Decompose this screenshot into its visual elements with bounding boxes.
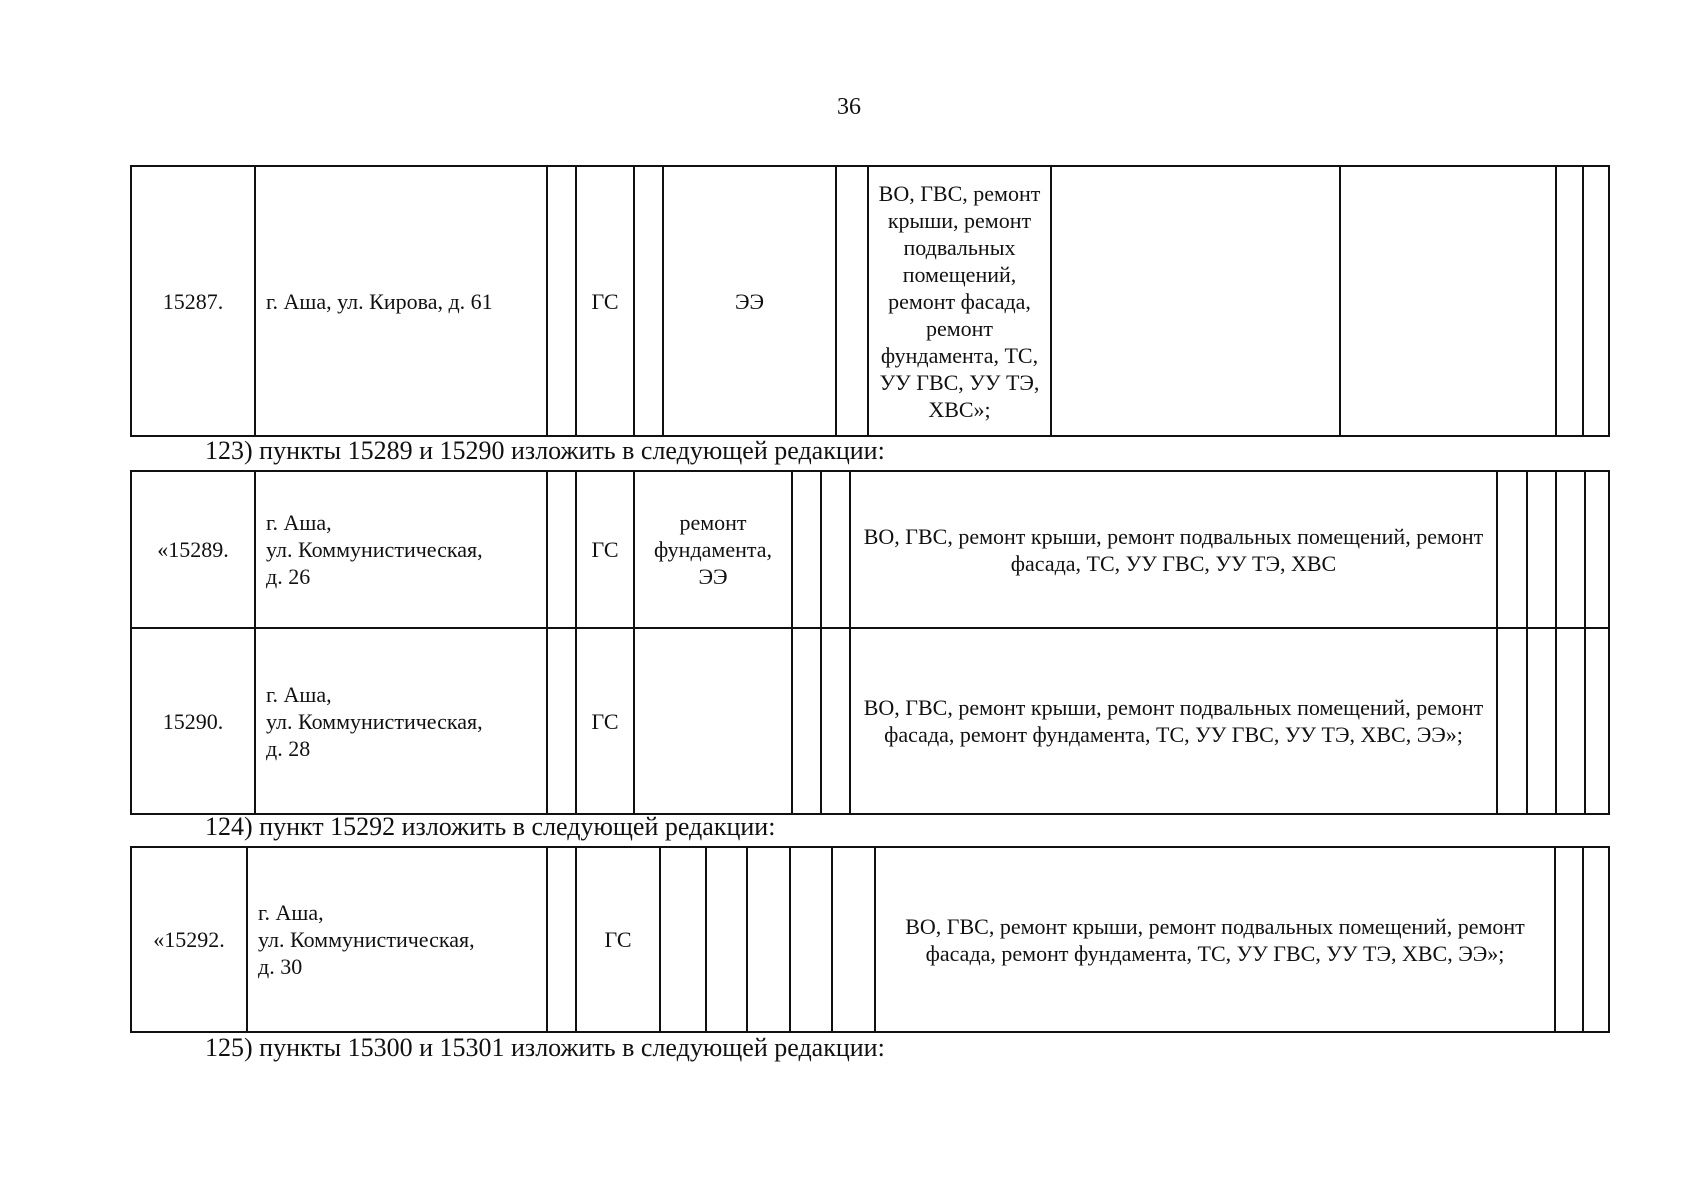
empty-cell bbox=[792, 628, 821, 814]
empty-cell bbox=[547, 628, 576, 814]
empty-cell bbox=[836, 166, 868, 436]
empty-cell bbox=[1583, 166, 1609, 436]
address-line: д. 30 bbox=[258, 954, 303, 979]
row-works-b: ВО, ГВС, ремонт крыши, ремонт подвальных помещений, ремонт фасада, ремонт фундамента, ТС, УУ ГВС, УУ ТЭ, ХВС, ЭЭ»; bbox=[850, 628, 1497, 814]
address-line: д. 26 bbox=[266, 564, 311, 589]
empty-cell bbox=[821, 471, 850, 628]
table-block-3 bbox=[130, 846, 1610, 1033]
empty-cell bbox=[1555, 847, 1583, 1032]
empty-cell bbox=[660, 847, 706, 1032]
empty-cell bbox=[547, 471, 576, 628]
row-number: 15287. bbox=[131, 166, 255, 436]
row-number: «15292. bbox=[131, 847, 247, 1032]
address-line: д. 28 bbox=[266, 735, 311, 761]
row-type: ГС bbox=[576, 166, 634, 436]
row-address bbox=[255, 628, 547, 814]
instruction-124: 124) пункт 15292 изложить в следующей редакции: bbox=[205, 812, 776, 841]
empty-cell bbox=[790, 847, 832, 1032]
table-row bbox=[131, 847, 1609, 1032]
address-line: ул. Коммунистическая, bbox=[258, 927, 475, 952]
row-works-a: ремонт фундамента, ЭЭ bbox=[634, 471, 792, 628]
empty-cell bbox=[1556, 471, 1585, 628]
instruction-123: 123) пункты 15289 и 15290 изложить в следующей редакции: bbox=[205, 436, 885, 465]
row-type: ГС bbox=[576, 471, 634, 628]
empty-cell bbox=[1340, 166, 1556, 436]
row-address: г. Аша, ул. Кирова, д. 61 bbox=[255, 166, 547, 436]
address-line: г. Аша, bbox=[266, 681, 332, 707]
row-works-a bbox=[634, 628, 792, 814]
address-line: ул. Коммунистическая, bbox=[266, 708, 483, 734]
empty-cell bbox=[634, 166, 663, 436]
row-type: ГС bbox=[576, 847, 660, 1032]
page-number: 36 bbox=[837, 94, 861, 120]
empty-cell bbox=[1527, 628, 1556, 814]
table-row bbox=[131, 471, 1609, 628]
empty-cell bbox=[547, 847, 576, 1032]
empty-cell bbox=[821, 628, 850, 814]
empty-cell bbox=[1556, 628, 1585, 814]
instruction-125: 125) пункты 15300 и 15301 изложить в следующей редакции: bbox=[205, 1033, 885, 1062]
row-works-b: ВО, ГВС, ремонт крыши, ремонт подвальных помещений, ремонт фасада, ремонт фундамента, ТС, УУ ГВС, УУ ТЭ, ХВС»; bbox=[868, 166, 1051, 436]
empty-cell bbox=[1556, 166, 1583, 436]
address-line: г. Аша, bbox=[266, 510, 332, 535]
row-number: «15289. bbox=[131, 471, 255, 628]
row-works-b: ВО, ГВС, ремонт крыши, ремонт подвальных помещений, ремонт фасада, ТС, УУ ГВС, УУ ТЭ, ХВС bbox=[850, 471, 1497, 628]
empty-cell bbox=[1527, 471, 1556, 628]
row-works-a: ЭЭ bbox=[663, 166, 836, 436]
empty-cell bbox=[832, 847, 875, 1032]
table-row bbox=[131, 628, 1609, 814]
empty-cell bbox=[1585, 628, 1609, 814]
row-number: 15290. bbox=[131, 628, 255, 814]
empty-cell bbox=[747, 847, 790, 1032]
row-address bbox=[247, 847, 547, 1032]
address-line: г. Аша, bbox=[258, 900, 324, 925]
row-works-b: ВО, ГВС, ремонт крыши, ремонт подвальных помещений, ремонт фасада, ремонт фундамента, ТС, УУ ГВС, УУ ТЭ, ХВС, ЭЭ»; bbox=[875, 847, 1555, 1032]
empty-cell bbox=[1585, 471, 1609, 628]
table-block-2 bbox=[130, 470, 1610, 815]
address-line: ул. Коммунистическая, bbox=[266, 537, 483, 562]
empty-cell bbox=[1051, 166, 1340, 436]
empty-cell bbox=[1497, 471, 1527, 628]
row-type: ГС bbox=[576, 628, 634, 814]
table-row bbox=[131, 166, 1609, 436]
empty-cell bbox=[547, 166, 576, 436]
row-address bbox=[255, 471, 547, 628]
empty-cell bbox=[1497, 628, 1527, 814]
empty-cell bbox=[792, 471, 821, 628]
empty-cell bbox=[706, 847, 747, 1032]
empty-cell bbox=[1583, 847, 1609, 1032]
table-block-1 bbox=[130, 165, 1610, 437]
